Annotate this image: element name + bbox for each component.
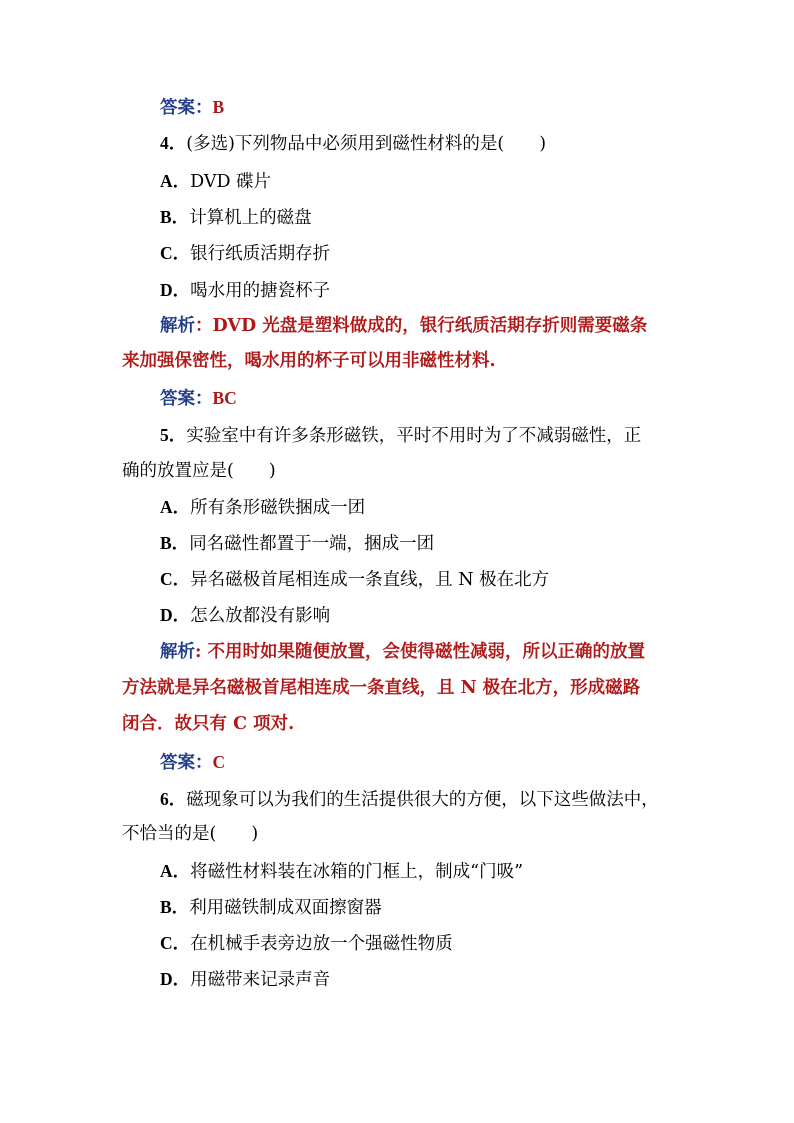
analysis-line: [160, 315, 647, 337]
answer-value: C: [212, 752, 226, 772]
question-text: 实验室中有许多条形磁铁，平时不用时为了不减弱磁性，正: [186, 426, 642, 446]
answer-label: 答案：: [160, 98, 213, 118]
option-text: 同名磁性都置于一端，捆成一团: [189, 534, 435, 554]
option-letter: B．: [160, 533, 190, 553]
option-line: [160, 968, 330, 991]
analysis-continuation: [122, 350, 496, 372]
answer-line: [160, 751, 225, 774]
option-letter: C．: [160, 933, 191, 953]
analysis-text: 方法就是异名磁极首尾相连成一条直线，且 N 极在北方，形成磁路: [122, 678, 641, 698]
question-text: (多选)下列物品中必须用到磁性材料的是( ): [186, 134, 547, 154]
option-line: [160, 604, 330, 627]
question-number: 5．: [160, 425, 187, 445]
option-letter: A．: [160, 497, 191, 517]
answer-line: [160, 96, 224, 119]
option-letter: B．: [160, 897, 190, 917]
option-text: 用磁带来记录声音: [190, 970, 331, 990]
option-line: [160, 568, 549, 591]
analysis-text: 来加强保密性，喝水用的杯子可以用非磁性材料.: [122, 351, 496, 371]
answer-value: B: [212, 97, 225, 117]
option-text: 异名磁极首尾相连成一条直线，且 N 极在北方: [190, 570, 550, 590]
option-text: 将磁性材料装在冰箱的门框上，制成“门吸”: [190, 862, 524, 882]
question-text: 不恰当的是( ): [122, 824, 259, 844]
option-text: 怎么放都没有影响: [190, 606, 331, 626]
option-letter: C．: [160, 569, 191, 589]
question-text: 确的放置应是( ): [122, 461, 276, 481]
analysis-text: ：DVD 光盘是塑料做成的，银行纸质活期存折则需要磁条: [195, 316, 648, 336]
analysis-text: 闭合．故只有 C 项对.: [122, 714, 295, 734]
analysis-continuation: [122, 677, 640, 699]
option-letter: A．: [160, 171, 191, 191]
option-line: [160, 170, 271, 193]
question-number: 6．: [160, 789, 187, 809]
analysis-continuation: [122, 713, 294, 735]
option-letter: D．: [160, 280, 191, 300]
option-text: 利用磁铁制成双面擦窗器: [189, 898, 382, 918]
question-line: [160, 424, 641, 447]
option-line: [160, 896, 382, 919]
option-line: [160, 279, 330, 302]
question-number: 4．: [160, 133, 187, 153]
analysis-text: : 不用时如果随便放置，会使得磁性减弱，所以正确的放置: [195, 642, 646, 662]
answer-value: BC: [212, 388, 237, 408]
option-letter: C．: [160, 243, 191, 263]
option-text: 银行纸质活期存折: [190, 244, 331, 264]
option-text: DVD 碟片: [190, 172, 272, 192]
answer-label: 答案：: [160, 389, 213, 409]
question-continuation: [122, 460, 276, 482]
analysis-line: [160, 641, 645, 663]
option-line: [160, 932, 453, 955]
option-letter: B．: [160, 207, 190, 227]
option-line: [160, 860, 523, 883]
option-text: 所有条形磁铁捆成一团: [190, 498, 366, 518]
option-text: 在机械手表旁边放一个强磁性物质: [190, 934, 453, 954]
option-line: [160, 242, 330, 265]
question-line: [160, 132, 546, 155]
question-line: [160, 788, 659, 811]
answer-line: [160, 387, 237, 410]
answer-label: 答案：: [160, 753, 213, 773]
option-line: [160, 532, 434, 555]
question-continuation: [122, 823, 258, 845]
option-letter: D．: [160, 605, 191, 625]
analysis-label: 解析: [160, 316, 195, 336]
option-letter: A．: [160, 861, 191, 881]
option-text: 计算机上的磁盘: [189, 208, 312, 228]
option-line: [160, 496, 365, 519]
analysis-label: 解析: [160, 642, 195, 662]
option-text: 喝水用的搪瓷杯子: [190, 281, 331, 301]
option-line: [160, 206, 312, 229]
option-letter: D．: [160, 969, 191, 989]
question-text: 磁现象可以为我们的生活提供很大的方便，以下这些做法中，: [186, 790, 659, 810]
